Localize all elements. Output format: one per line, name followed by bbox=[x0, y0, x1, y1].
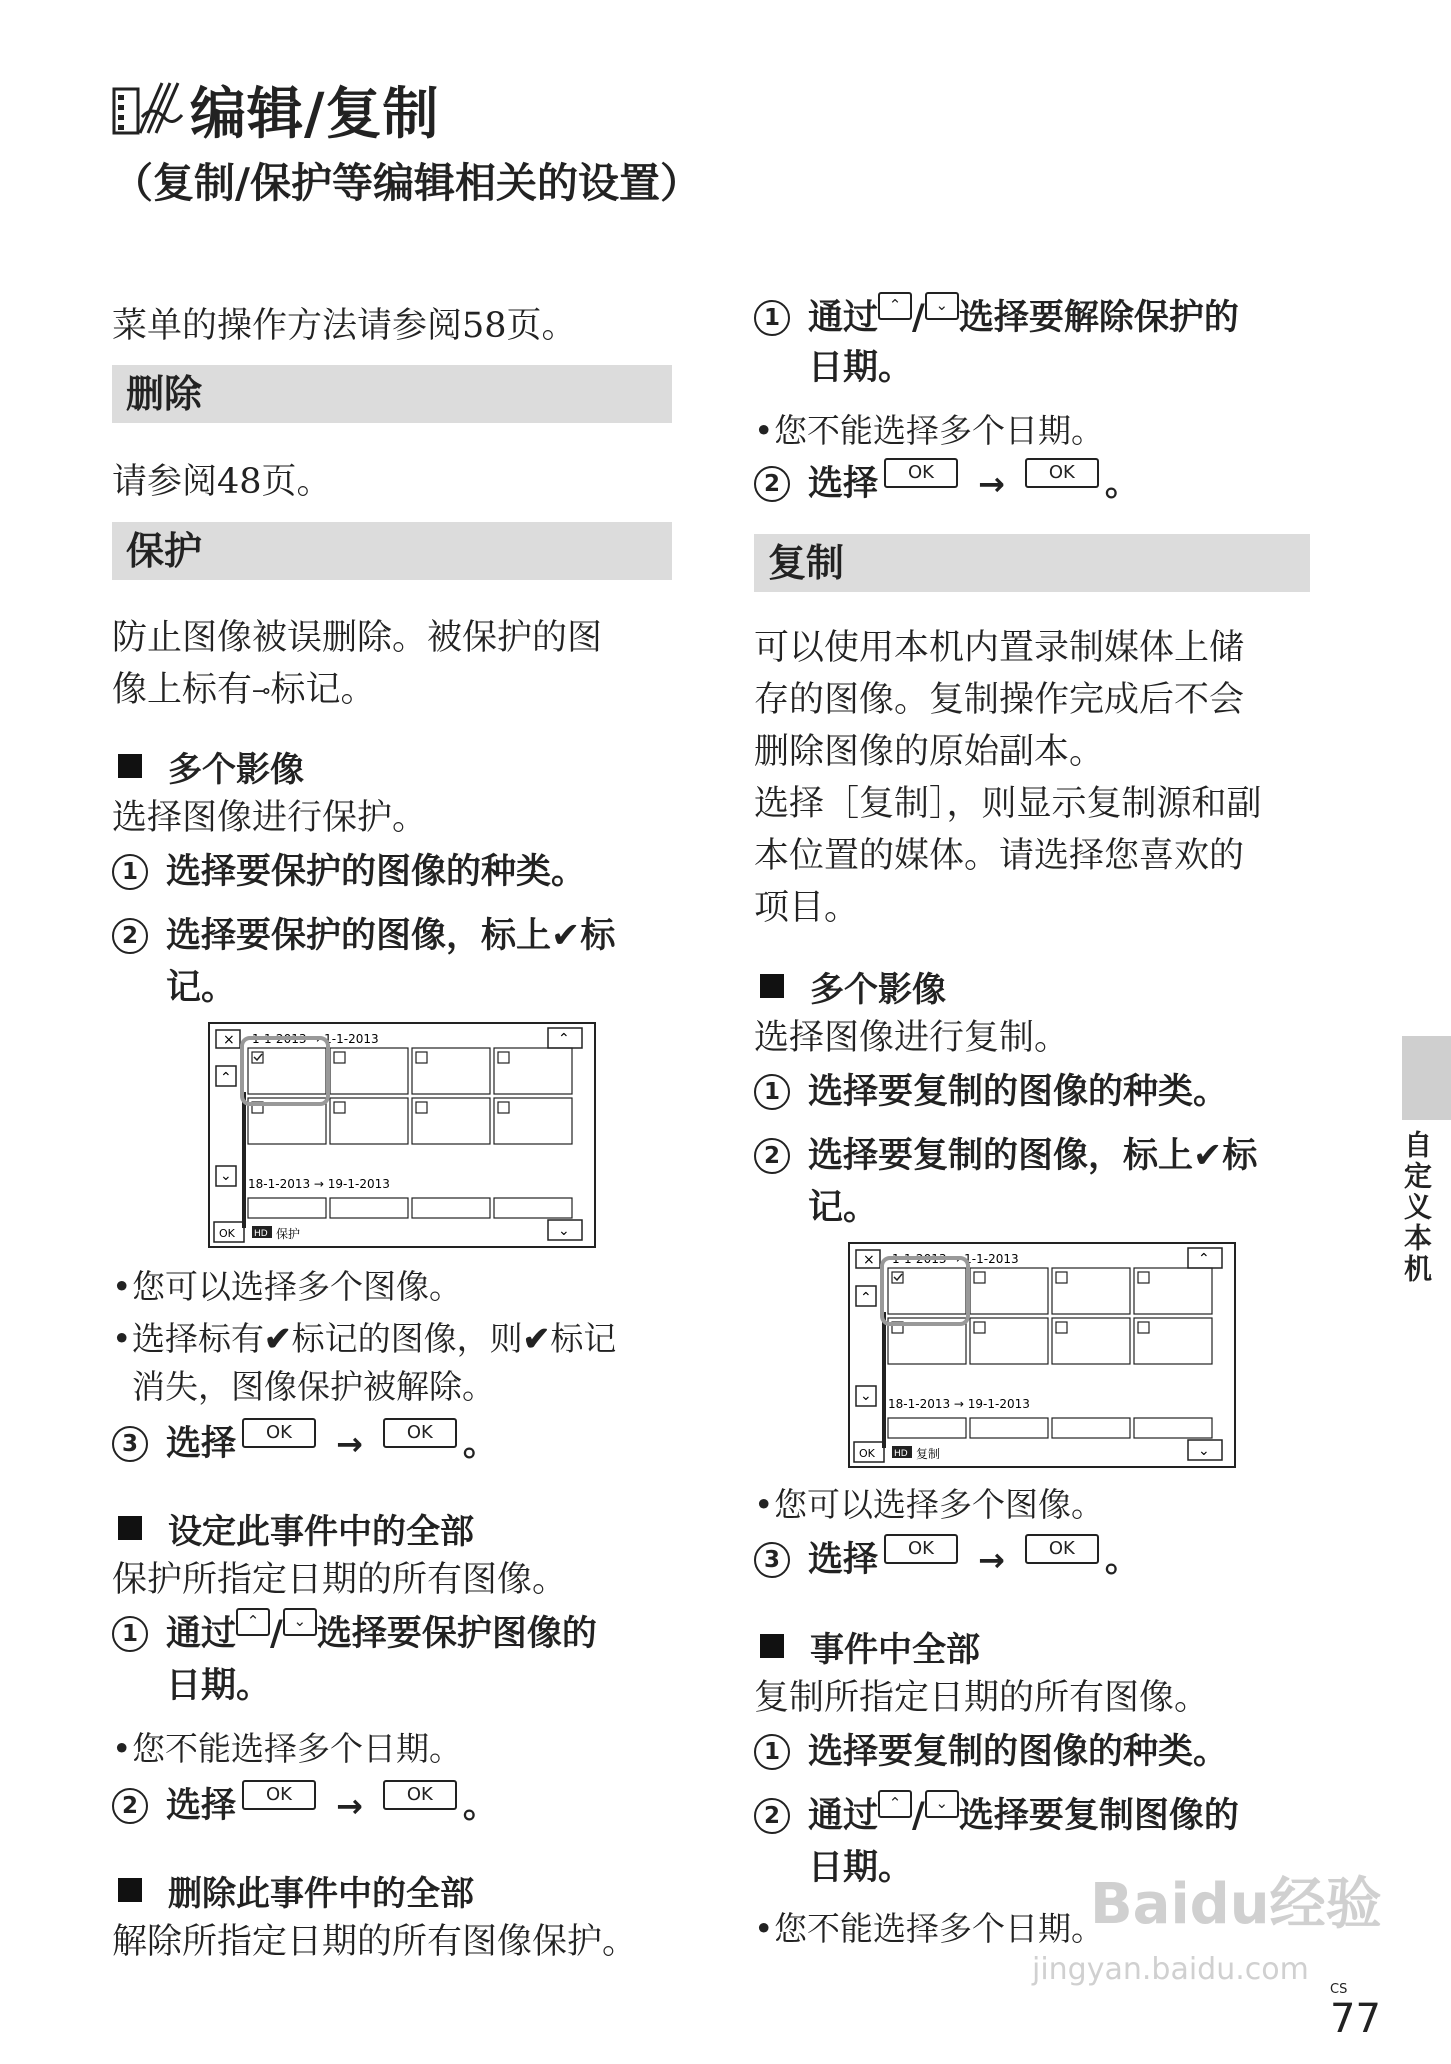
allset-step1-b: 选择要保护图像的 bbox=[316, 1614, 597, 1654]
svg-text:OK: OK bbox=[859, 1447, 875, 1460]
screen-date-1: 1-1-2013 → 1-1-2013 bbox=[892, 1252, 1019, 1266]
protect-text-2a: 像上标有 bbox=[112, 670, 253, 710]
scroll-down-icon: ⌄ bbox=[283, 1608, 317, 1636]
copy-step2-a: 选择要复制的图像，标上 bbox=[808, 1136, 1194, 1176]
watermark-brand: Baidu经验 bbox=[1090, 1872, 1382, 1937]
ok-button-icon: OK bbox=[1025, 458, 1099, 488]
copy-line-1: 可以使用本机内置录制媒体上储 bbox=[754, 628, 1245, 668]
copy-all-heading-label: 事件中全部 bbox=[810, 1629, 980, 1670]
protect-alldelete-step-1-cont: 日期。 bbox=[808, 348, 914, 388]
protect-text-2b: 标记。 bbox=[270, 670, 376, 710]
copy-all-step-2-cont: 日期。 bbox=[808, 1848, 914, 1888]
copy-multi-bullet: • 您可以选择多个图像。 bbox=[754, 1480, 1104, 1530]
copy-line-3: 删除图像的原始副本。 bbox=[754, 732, 1105, 772]
copy-line-2: 存的图像。复制操作完成后不会 bbox=[754, 680, 1245, 720]
protect-multi-step-2-cont: 记。 bbox=[166, 968, 237, 1008]
square-bullet-icon bbox=[760, 1634, 784, 1658]
delete-text: 请参阅48页。 bbox=[112, 462, 332, 502]
alldelete-step1-a: 通过 bbox=[808, 298, 879, 338]
step-number-2: 2 bbox=[112, 1788, 148, 1824]
square-bullet-icon bbox=[118, 1516, 142, 1540]
svg-text:⌄: ⌄ bbox=[558, 1223, 570, 1239]
copy-line-5: 本位置的媒体。请选择您喜欢的 bbox=[754, 836, 1245, 876]
scroll-down-icon: ⌄ bbox=[925, 292, 959, 320]
copy-step2-b: 标 bbox=[1222, 1136, 1258, 1176]
square-bullet-icon bbox=[760, 974, 784, 998]
svg-text:HD: HD bbox=[894, 1449, 908, 1459]
protect-alldelete-heading bbox=[112, 1864, 474, 1916]
screen-date-1: 1-1-2013 → 1-1-2013 bbox=[252, 1032, 379, 1046]
protect-multi-bullet-2: • 选择标有✔标记的图像，则✔标记 bbox=[112, 1314, 616, 1364]
step-number-1: 1 bbox=[754, 1734, 790, 1770]
copy-multi-step-3-text: 选择 bbox=[808, 1540, 879, 1580]
protect-allset-heading bbox=[112, 1502, 474, 1554]
protect-multi-step-3-text: 选择 bbox=[166, 1424, 237, 1464]
protect-allset-step-1: 1 通过 ⌃ / ⌄ 选择要保护图像的 bbox=[112, 1608, 597, 1660]
scroll-up-icon: ⌃ bbox=[878, 1790, 912, 1818]
allset-step2-text: 选择 bbox=[166, 1786, 237, 1826]
protect-multi-step-2 bbox=[112, 910, 615, 962]
scroll-down-icon: ⌄ bbox=[925, 1790, 959, 1818]
step-number-1: 1 bbox=[112, 1616, 148, 1652]
intro-text: 菜单的操作方法请参阅58页。 bbox=[112, 306, 577, 346]
square-bullet-icon bbox=[118, 1878, 142, 1902]
step-number-2: 2 bbox=[754, 1138, 790, 1174]
protect-allset-bullet-text: 您不能选择多个日期。 bbox=[132, 1729, 462, 1768]
svg-text:复制: 复制 bbox=[916, 1447, 941, 1461]
protect-multi-step-1-text: 选择要保护的图像的种类。 bbox=[166, 852, 587, 892]
language-code: CS bbox=[1330, 1982, 1348, 1997]
ok-button-icon: OK bbox=[242, 1418, 316, 1448]
screen-date-2: 18-1-2013 → 19-1-2013 bbox=[888, 1397, 1030, 1411]
protect-allset-text: 保护所指定日期的所有图像。 bbox=[112, 1560, 568, 1600]
section-delete-heading: 删除 bbox=[112, 365, 672, 423]
svg-text:OK: OK bbox=[219, 1227, 235, 1240]
edit-copy-icon bbox=[112, 77, 184, 143]
ok-button-icon: OK bbox=[383, 1418, 457, 1448]
arrow-icon: → bbox=[336, 1425, 363, 1463]
step-number-1: 1 bbox=[754, 300, 790, 336]
svg-text:×: × bbox=[223, 1032, 235, 1048]
copy-line-4: 选择［复制］，则显示复制源和副 bbox=[754, 784, 1262, 824]
step-number-2: 2 bbox=[754, 1798, 790, 1834]
copy-multi-heading bbox=[754, 960, 946, 1012]
check-mark-icon: ✔ bbox=[1193, 1136, 1223, 1176]
svg-text:⌃: ⌃ bbox=[1198, 1251, 1210, 1267]
check-mark-icon: ✔ bbox=[551, 916, 581, 956]
screen-date-2: 18-1-2013 → 19-1-2013 bbox=[248, 1177, 390, 1191]
step-number-1: 1 bbox=[112, 854, 148, 890]
svg-text:⌃: ⌃ bbox=[558, 1031, 570, 1047]
b2c: 标记 bbox=[550, 1319, 617, 1358]
protect-alldelete-bullet: • 您不能选择多个日期。 bbox=[754, 406, 1104, 456]
check-mark-icon: ✔ bbox=[522, 1319, 551, 1358]
step-number-3: 3 bbox=[112, 1426, 148, 1462]
protect-screen-illustration bbox=[208, 1022, 596, 1248]
ok-button-icon: OK bbox=[1025, 1534, 1099, 1564]
scroll-up-icon: ⌃ bbox=[236, 1608, 270, 1636]
ok-button-icon: OK bbox=[884, 1534, 958, 1564]
ok-button-icon: OK bbox=[242, 1780, 316, 1810]
b2a: 选择标有 bbox=[132, 1319, 264, 1358]
protect-text-2 bbox=[112, 664, 375, 718]
scroll-up-icon: ⌃ bbox=[878, 292, 912, 320]
copy-multi-bullet-text: 您可以选择多个图像。 bbox=[774, 1485, 1104, 1524]
copy-multi-step-2-cont: 记。 bbox=[808, 1188, 879, 1228]
arrow-icon: → bbox=[978, 465, 1005, 503]
protect-allset-step-1-cont: 日期。 bbox=[166, 1666, 272, 1706]
step-number-2: 2 bbox=[754, 466, 790, 502]
protect-multi-step-2-text bbox=[166, 910, 615, 962]
step-number-2: 2 bbox=[112, 918, 148, 954]
check-mark-icon: ✔ bbox=[264, 1319, 292, 1358]
protect-text-1: 防止图像被误删除。被保护的图 bbox=[112, 618, 603, 658]
svg-text:HD: HD bbox=[254, 1229, 268, 1239]
key-icon: ⊸ bbox=[252, 678, 271, 704]
copy-multi-step-1-text: 选择要复制的图像的种类。 bbox=[808, 1072, 1229, 1112]
protect-step2-a: 选择要保护的图像，标上 bbox=[166, 916, 552, 956]
copy-all-text: 复制所指定日期的所有图像。 bbox=[754, 1678, 1210, 1718]
square-bullet-icon bbox=[118, 754, 142, 778]
copy-multi-heading-label: 多个影像 bbox=[810, 969, 946, 1010]
copy-all-step2-a: 通过 bbox=[808, 1796, 879, 1836]
side-tab bbox=[1402, 1036, 1451, 1120]
copy-multi-step-1 bbox=[754, 1066, 1228, 1118]
allset-step1-a: 通过 bbox=[166, 1614, 237, 1654]
svg-text:⌄: ⌄ bbox=[220, 1168, 232, 1184]
protect-alldelete-text: 解除所指定日期的所有图像保护。 bbox=[112, 1922, 638, 1962]
ok-button-icon: OK bbox=[884, 458, 958, 488]
ok-button-icon: OK bbox=[383, 1780, 457, 1810]
side-section-label: 自定义本机 bbox=[1400, 1130, 1433, 1285]
copy-all-bullet-text: 您不能选择多个日期。 bbox=[774, 1909, 1104, 1948]
copy-all-step-1 bbox=[754, 1726, 1228, 1778]
copy-multi-step-3: 3 选择 OK → OK 。 bbox=[754, 1534, 1140, 1586]
protect-multi-heading bbox=[112, 740, 304, 792]
step-number-3: 3 bbox=[754, 1542, 790, 1578]
copy-all-step-2: 2 通过 ⌃ / ⌄ 选择要复制图像的 bbox=[754, 1790, 1239, 1842]
title-row bbox=[112, 70, 439, 150]
copy-screen-illustration bbox=[848, 1242, 1236, 1468]
alldelete-step2-text: 选择 bbox=[808, 464, 879, 504]
svg-text:×: × bbox=[863, 1252, 875, 1268]
copy-multi-step-2 bbox=[754, 1130, 1257, 1182]
protect-multi-step-3: 3 选择 OK → OK 。 bbox=[112, 1418, 498, 1470]
page-subtitle: （复制/保护等编辑相关的设置） bbox=[112, 159, 701, 207]
protect-allset-bullet: • 您不能选择多个日期。 bbox=[112, 1724, 462, 1774]
protect-alldelete-step-2: 2 选择 OK → OK 。 bbox=[754, 458, 1140, 510]
protect-allset-step-2: 2 选择 OK → OK 。 bbox=[112, 1780, 498, 1832]
protect-alldelete-step-1: 1 通过 ⌃ / ⌄ 选择要解除保护的 bbox=[754, 292, 1239, 344]
svg-text:⌄: ⌄ bbox=[860, 1388, 872, 1404]
protect-multi-bullet-1: • 您可以选择多个图像。 bbox=[112, 1262, 462, 1312]
b2b: 标记的图像，则 bbox=[291, 1319, 523, 1358]
arrow-icon: → bbox=[978, 1541, 1005, 1579]
copy-line-6: 项目。 bbox=[754, 888, 860, 928]
protect-step2-b: 标 bbox=[580, 916, 616, 956]
protect-multi-bullet-2-text bbox=[132, 1314, 616, 1364]
arrow-icon: → bbox=[336, 1787, 363, 1825]
svg-text:⌃: ⌃ bbox=[860, 1290, 872, 1306]
section-copy-heading: 复制 bbox=[754, 534, 1310, 592]
protect-multi-text: 选择图像进行保护。 bbox=[112, 798, 428, 838]
page-title: 编辑/复制 bbox=[190, 82, 440, 147]
copy-all-heading bbox=[754, 1620, 980, 1672]
copy-all-bullet: • 您不能选择多个日期。 bbox=[754, 1904, 1104, 1954]
protect-alldelete-bullet-text: 您不能选择多个日期。 bbox=[774, 411, 1104, 450]
section-protect-heading: 保护 bbox=[112, 522, 672, 580]
protect-allset-heading-label: 设定此事件中的全部 bbox=[168, 1511, 474, 1552]
svg-text:⌃: ⌃ bbox=[220, 1070, 232, 1086]
alldelete-step1-b: 选择要解除保护的 bbox=[958, 298, 1239, 338]
copy-multi-text: 选择图像进行复制。 bbox=[754, 1018, 1070, 1058]
protect-multi-bullet-2-cont: 消失，图像保护被解除。 bbox=[132, 1367, 495, 1406]
svg-text:⌄: ⌄ bbox=[1198, 1443, 1210, 1459]
copy-multi-step-2-text bbox=[808, 1130, 1257, 1182]
copy-all-step-1-text: 选择要复制的图像的种类。 bbox=[808, 1732, 1229, 1772]
step-number-1: 1 bbox=[754, 1074, 790, 1110]
copy-all-step2-b: 选择要复制图像的 bbox=[958, 1796, 1239, 1836]
protect-multi-heading-label: 多个影像 bbox=[168, 749, 304, 790]
protect-multi-bullet-1-text: 您可以选择多个图像。 bbox=[132, 1267, 462, 1306]
protect-multi-step-1 bbox=[112, 846, 586, 898]
page-number: 77 bbox=[1330, 1996, 1381, 2042]
svg-text:保护: 保护 bbox=[276, 1227, 301, 1241]
watermark-url: jingyan.baidu.com bbox=[1032, 1952, 1309, 1987]
protect-alldelete-heading-label: 删除此事件中的全部 bbox=[168, 1873, 474, 1914]
